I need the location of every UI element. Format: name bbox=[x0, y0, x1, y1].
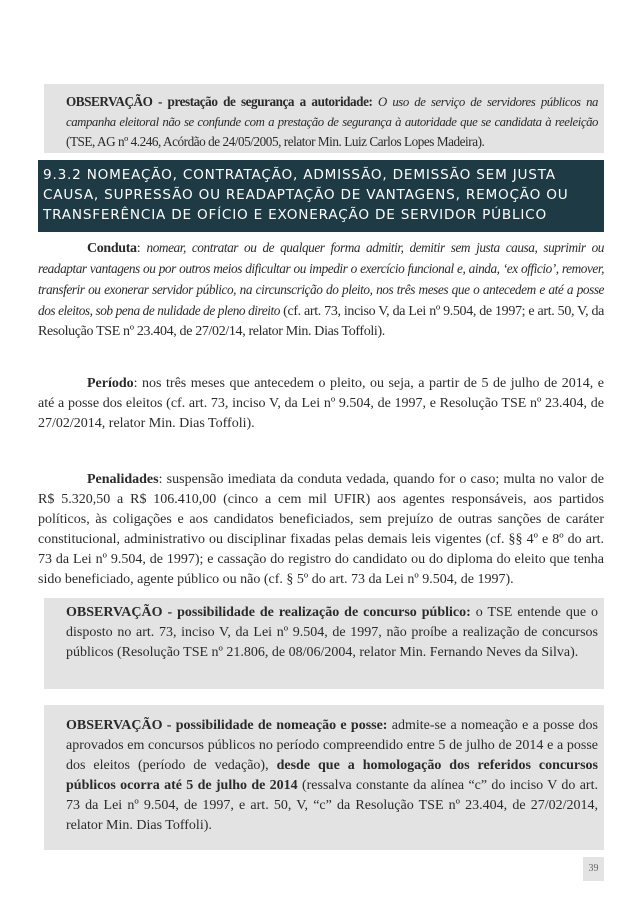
penalidades-label: Penalidades bbox=[87, 472, 159, 487]
observation-text: admite-se a nomeação e a posse dos aprovados em concursos públicos no período compreendido entre 5 de julho de 2014 e a posse dos eleitos (período de vedação), bbox=[66, 718, 598, 773]
observation-box-security bbox=[44, 84, 604, 153]
observation-box-nomeacao bbox=[44, 705, 604, 850]
conduta-paragraph bbox=[38, 238, 604, 342]
observation-label: OBSERVAÇÃO - possibilidade de realização de concurso público: bbox=[66, 605, 471, 620]
conduta-colon: : bbox=[136, 241, 147, 256]
observation-bold-text: desde que a homologação dos referidos concursos públicos ocorra até 5 de julho de 2014 bbox=[66, 758, 598, 793]
observation-box-concurso bbox=[44, 598, 604, 689]
penalidades-text: : suspensão imediata da conduta vedada, quando for o caso; multa no valor de R$ 5.320,50 a R$ 106.410,00 (cinco a cem mil UFIR) aos agentes responsáveis, aos partidos políticos, às coligações e aos candidatos beneficiados, sem prejuízo de outras sanções de caráter constitucional, administrativo ou disciplinar fixadas pelas demais leis vigentes (cf. §§ 4º e 8º do art. 73 da Lei nº 9.504, de 1997); e cassação do registro do candidato ou do diploma do eleito que tenha sido beneficiado, agente público ou não (cf. § 5º do art. 73 da Lei nº 9.504, de 1997). bbox=[38, 472, 604, 587]
periodo-paragraph bbox=[38, 374, 604, 434]
observation-text-end: (ressalva constante da alínea “c” do inciso V do art. 73 da Lei nº 9.504, de 1997, e art. 50, V, “c” da Resolução TSE nº 23.404, de 27/02/2014, relator Min. Dias Toffoli). bbox=[66, 778, 598, 833]
observation-label: OBSERVAÇÃO - prestação de segurança a autoridade: bbox=[66, 94, 373, 109]
page-number: 39 bbox=[583, 857, 604, 881]
conduta-italic-text: nomear, contratar ou de qualquer forma admitir, demitir sem justa causa, suprimir ou readaptar vantagens ou por outros meios dificultar ou impedir o exercício funcional e, ainda, ‘ex officio’, remover, transferir ou exonerar servidor público, na circunscrição do pleito, nos três meses que o antecedem e até a posse dos eleitos, sob pena de nulidade de pleno direito bbox=[38, 240, 604, 318]
periodo-label: Período bbox=[87, 376, 134, 391]
observation-italic-text: O uso de serviço de servidores públicos na campanha eleitoral não se confunde com a prestação de segurança à autoridade que se candidata à reeleição bbox=[66, 95, 598, 129]
observation-label: OBSERVAÇÃO - possibilidade de nomeação e posse: bbox=[66, 718, 388, 733]
conduta-label: Conduta bbox=[87, 241, 137, 256]
observation-text: o TSE entende que o disposto no art. 73, inciso V, da Lei nº 9.504, de 1997, não proíbe a realização de concursos públicos (Resolução TSE nº 21.806, de 08/06/2004, relator Min. Fernando Neves da Silva). bbox=[66, 605, 599, 660]
observation-citation: (TSE, AG nº 4.246, Acórdão de 24/05/2005, relator Min. Luiz Carlos Lopes Madeira). bbox=[66, 134, 485, 149]
periodo-text: : nos três meses que antecedem o pleito, ou seja, a partir de 5 de julho de 2014, e até a posse dos eleitos (cf. art. 73, inciso V, da Lei nº 9.504, de 1997, e Resolução TSE nº 23.404, de 27/02/2014, relator Min. Dias Toffoli). bbox=[38, 376, 604, 431]
conduta-citation: (cf. art. 73, inciso V, da Lei nº 9.504, de 1997; e art. 50, V, da Resolução TSE nº 23.404, de 27/02/14, relator Min. Dias Toffoli). bbox=[38, 304, 604, 339]
section-heading: 9.3.2 NOMEAÇÃO, CONTRATAÇÃO, ADMISSÃO, DEMISSÃO SEM JUSTA CAUSA, SUPRESSÃO OU READAPTAÇÃO DE VANTAGENS, REMOÇÃO OU TRANSFERÊNCIA DE OFÍCIO E EXONERAÇÃO DE SERVIDOR PÚBLICO bbox=[38, 160, 604, 232]
penalidades-paragraph bbox=[38, 470, 604, 590]
